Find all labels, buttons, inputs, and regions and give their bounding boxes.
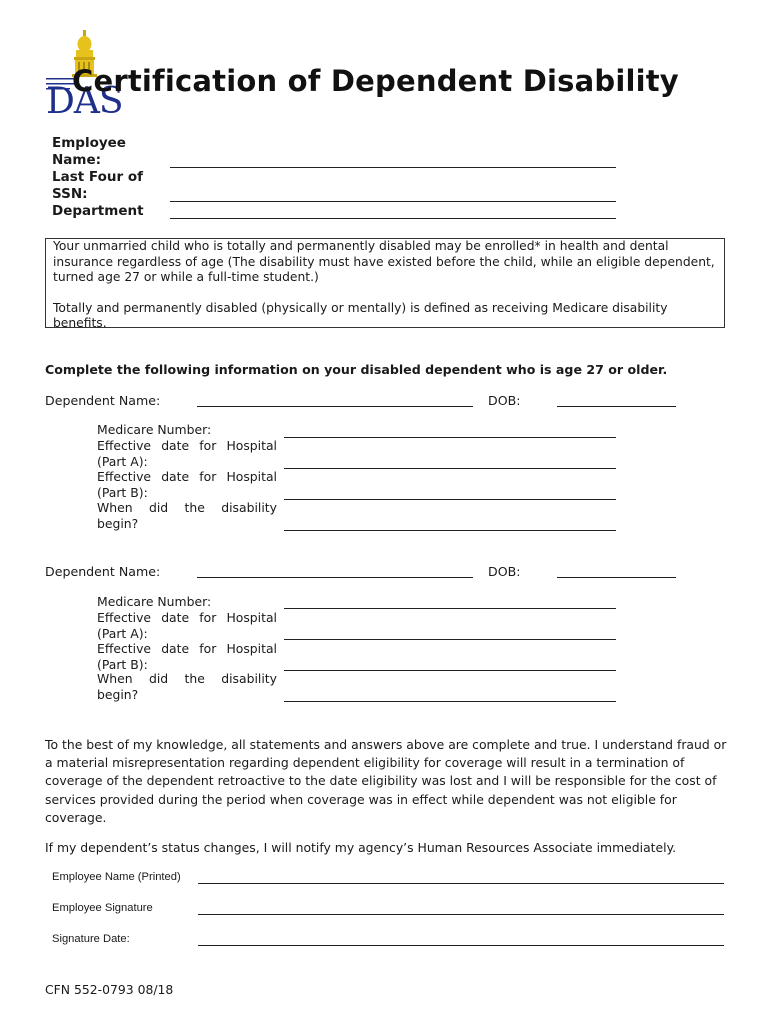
- dependent-2-name-field[interactable]: [197, 577, 473, 578]
- dependent-2-medicare-field[interactable]: [284, 608, 616, 609]
- department-field[interactable]: [170, 218, 616, 219]
- dependent-2-dob-field[interactable]: [557, 577, 676, 578]
- eligibility-info-box: [45, 238, 725, 328]
- signature-date-field[interactable]: [198, 945, 724, 946]
- signature-date-label: Signature Date:: [52, 933, 130, 945]
- employee-signature-label: Employee Signature: [52, 902, 153, 914]
- dependent-1-part-b-field[interactable]: [284, 499, 616, 500]
- employee-name-label: [52, 135, 126, 169]
- dependent-1-medicare-label: Medicare Number:: [97, 422, 212, 437]
- form-number-footer: CFN 552-0793 08/18: [45, 982, 174, 997]
- employee-name-printed-field[interactable]: [198, 883, 724, 884]
- dependent-2-part-a-label: Effective date for Hospital (Part A):: [97, 610, 277, 641]
- dependent-2-dob-label: DOB:: [488, 564, 521, 579]
- page-title: Certification of Dependent Disability: [72, 64, 679, 98]
- dependent-1-part-a-field[interactable]: [284, 468, 616, 469]
- dependent-2-part-b-label: Effective date for Hospital (Part B):: [97, 641, 277, 672]
- info-paragraph-1: Your unmarried child who is totally and permanently disabled may be enrolled* in health and dental insurance regardless of age (The disability must have existed before the child, while an eligible dependent, turned age 27 or while a full-time student.): [53, 239, 715, 284]
- employee-signature-field[interactable]: [198, 914, 724, 915]
- ssn-field[interactable]: [170, 201, 616, 202]
- dependent-2-disability-field[interactable]: [284, 701, 616, 702]
- employee-name-label-line2: Name:: [52, 152, 102, 168]
- notify-statement: If my dependent’s status changes, I will notify my agency’s Human Resources Associate immediately.: [45, 840, 677, 855]
- dependent-2-disability-label: When did the disability begin?: [97, 671, 277, 702]
- ssn-label-line1: Last Four of: [52, 169, 143, 185]
- dependent-2-part-b-field[interactable]: [284, 670, 616, 671]
- dependent-2-part-a-field[interactable]: [284, 639, 616, 640]
- dependent-2-name-label: Dependent Name:: [45, 564, 161, 579]
- dependent-1-name-field[interactable]: [197, 406, 473, 407]
- ssn-label: [52, 169, 143, 203]
- employee-name-label-line1: Employee: [52, 135, 126, 151]
- dependent-1-medicare-field[interactable]: [284, 437, 616, 438]
- dependent-1-part-a-label: Effective date for Hospital (Part A):: [97, 438, 277, 469]
- employee-name-printed-label: Employee Name (Printed): [52, 871, 181, 883]
- dependent-2-medicare-label: Medicare Number:: [97, 594, 212, 609]
- dependent-1-dob-field[interactable]: [557, 406, 676, 407]
- declaration-paragraph: To the best of my knowledge, all statements and answers above are complete and true. I understand fraud or a material misrepresentation regarding dependent eligibility for coverage will result in a termination of coverage of the dependent retroactive to the date eligibility was lost and I will be responsible for the cost of services provided during the period when coverage was in effect while dependent was not eligible for coverage.: [45, 737, 727, 825]
- logo-text: DAS: [46, 81, 123, 122]
- dependent-1-part-b-label: Effective date for Hospital (Part B):: [97, 469, 277, 500]
- section-heading: Complete the following information on your disabled dependent who is age 27 or older.: [45, 362, 668, 377]
- dependent-1-name-label: Dependent Name:: [45, 393, 161, 408]
- info-paragraph-2: Totally and permanently disabled (physically or mentally) is defined as receiving Medicare disability benefits.: [53, 300, 668, 330]
- department-label: Department: [52, 203, 144, 219]
- dependent-1-disability-field[interactable]: [284, 530, 616, 531]
- employee-name-field[interactable]: [170, 167, 616, 168]
- dependent-1-disability-label: When did the disability begin?: [97, 500, 277, 531]
- ssn-label-line2: SSN:: [52, 186, 88, 202]
- dependent-1-dob-label: DOB:: [488, 393, 521, 408]
